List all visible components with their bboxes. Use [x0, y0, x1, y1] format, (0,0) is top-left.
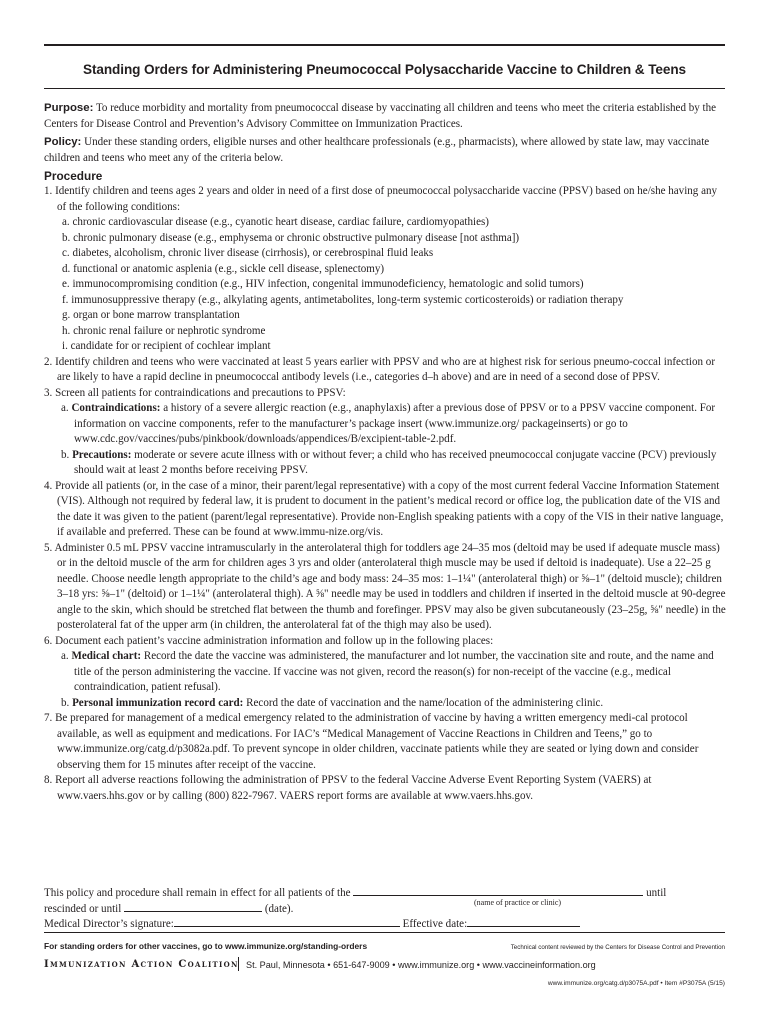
- step-6: [44, 634, 726, 650]
- effective-date-field[interactable]: [467, 915, 580, 927]
- step-2: [44, 355, 726, 386]
- effective-date-label: Effective date:: [402, 918, 468, 930]
- step-3: [44, 386, 726, 402]
- until-label: until: [646, 887, 667, 899]
- item-number: www.immunize.org/catg.d/p3075A.pdf • Item #P3075A (5/15): [547, 980, 725, 987]
- rescind-date-field[interactable]: [124, 900, 262, 912]
- step-number: 5.: [44, 541, 53, 554]
- condition-item: [44, 308, 726, 324]
- medical-chart-label: Medical chart:: [71, 650, 142, 662]
- policy-line: [44, 884, 734, 899]
- conditions-list: [44, 215, 726, 355]
- step-text: Report all adverse reactions following the administration of PPSV to the federal Vaccine Adverse Event Reporting System (VAERS) at www.vaers.hhs.gov or by calling (800) 822-7967. VAERS report forms are available at www.vaers.hhs.gov.: [55, 774, 652, 802]
- standing-orders-link[interactable]: For standing orders for other vaccines, go to www.immunize.org/standing-orders: [44, 941, 368, 951]
- condition-text: immunosuppressive therapy (e.g., alkylating agents, antimetabolites, long-term systemic corticosteroids) or radiation therapy: [71, 293, 624, 306]
- director-signature-field[interactable]: [174, 915, 400, 927]
- item-letter: f.: [62, 293, 69, 306]
- record-card-text: Record the date of vaccination and the name/location of the administering clinic.: [246, 696, 604, 709]
- step-number: 4.: [44, 479, 53, 492]
- precautions-item: [44, 448, 726, 479]
- contraindications-text: a history of a severe allergic reaction (e.g., anaphylaxis) after a previous dose of PPSV or to a PPSV vaccine component. For information on vaccine components, refer to the manufacturer’s package insert (www.immunize.org/ packageinserts) or go to www.cdc.gov/vaccines/pubs/pinkbook/downloads/appendices/B/excipient-table-2.pdf.: [74, 402, 716, 445]
- step-number: 8.: [44, 774, 53, 786]
- step-8: [44, 773, 726, 804]
- policy-label: Policy:: [44, 136, 82, 148]
- condition-item: [44, 277, 726, 293]
- medical-chart-item: [44, 649, 726, 696]
- purpose-label: Purpose:: [44, 102, 94, 114]
- item-letter: b.: [61, 448, 70, 461]
- step-text: Identify children and teens who were vaccinated at least 5 years earlier with PPSV and who are at highest risk for serious pneumo-coccal infection or are likely to have a rapid decline in pneumococcal antibody levels (i.e., categories d–h above) and are in need of a second dose of PPSV.: [55, 355, 715, 383]
- step-number: 2.: [44, 355, 53, 368]
- rescind-line: [44, 900, 734, 915]
- step-number: 3.: [44, 386, 53, 399]
- record-card-label: Personal immunization record card:: [72, 696, 244, 709]
- step-text: Document each patient’s vaccine administration information and follow up in the following places:: [55, 634, 494, 647]
- item-letter: a.: [62, 216, 70, 228]
- director-signature-label: Medical Director’s signature:: [44, 918, 174, 930]
- org-logo-text: Immunization Action Coalition: [44, 959, 239, 970]
- step-text: Provide all patients (or, in the case of a minor, their parent/legal representative) with a copy of the most current federal Vaccine Information Statement (VIS). Although not required by federal law, it is prudent to document in the patient’s medical record or office log, the publication date of the VIS and the date it was given to the patient (parent/legal representative). Provide non-English speaking patients with a copy of the VIS in their native language, if available and preferred. These can be found at www.immu-nize.org/vis.: [55, 479, 724, 538]
- step-5: [44, 541, 726, 634]
- policy-paragraph: [44, 135, 726, 166]
- item-letter: i.: [62, 340, 68, 352]
- condition-text: chronic cardiovascular disease (e.g., cyanotic heart disease, cardiac failure, cardiomyopathies): [72, 216, 489, 228]
- item-letter: c.: [62, 247, 70, 259]
- step-number: 6.: [44, 634, 53, 647]
- cdc-review-note: Technical content reviewed by the Centers for Disease Control and Prevention: [510, 944, 725, 951]
- signature-line: [44, 915, 734, 930]
- item-letter: g.: [62, 309, 71, 321]
- step-1: [44, 184, 726, 215]
- step-text: Administer 0.5 mL PPSV vaccine intramuscularly in the anterolateral thigh for toddlers age 24–35 mos (deltoid may be used if adequate muscle mass) or in the deltoid muscle of the arm for children ages 3 yrs and older (anterolateral thigh muscle may be used if deltoid is inadequate). Use a 22–25 g needle. Choose needle length appropriate to the child’s age and body mass: 24–35 mos: 1–1¼" (anterolateral thigh) or ⅝–1" (deltoid muscle); children 3–18 yrs: ⅝–1" (deltoid) or 1–1¼" (anterolateral thigh). A ⅝" needle may be used in toddlers and children if inserted in the deltoid muscle at 90-degree angle to the skin, which should be stretched flat between the thumb and forefinger. PPSV may also be given subcutaneously (23–25g, ⅝" needle) in the posterolateral fat of the upper arm (in children, the anterolateral fat of the thigh may also be used).: [54, 541, 726, 631]
- precautions-text: moderate or severe acute illness with or without fever; a child who has received pneumococcal conjugate vaccine (PCV) previously should wait at least 2 months before receiving PPSV.: [74, 448, 717, 476]
- record-card-item: [44, 696, 726, 712]
- step-4: [44, 479, 726, 541]
- top-rule: [44, 44, 725, 46]
- condition-text: diabetes, alcoholism, chronic liver disease (cirrhosis), or cerebrospinal fluid leaks: [72, 247, 434, 259]
- page-title: Standing Orders for Administering Pneumococcal Polysaccharide Vaccine to Children & Teens: [83, 62, 686, 77]
- date-label: (date).: [264, 903, 294, 915]
- step-number: 1.: [44, 185, 53, 197]
- condition-text: immunocompromising condition (e.g., HIV infection, congenital immunodeficiency, hematologic and solid tumors): [72, 278, 584, 290]
- document-body: [44, 101, 726, 804]
- condition-item: [44, 262, 726, 278]
- org-contact: St. Paul, Minnesota • 651-647-9009 • www.immunize.org • www.vaccineinformation.org: [246, 960, 596, 970]
- contraindications-label: Contraindications:: [71, 402, 161, 414]
- purpose-text: To reduce morbidity and mortality from pneumococcal disease by vaccinating all children and teens who meet the criteria established by the Centers for Disease Control and Prevention’s Advisory Committee on Immunization Practices.: [44, 102, 717, 130]
- title-rule: [44, 88, 725, 89]
- medical-chart-text: Record the date the vaccine was administered, the manufacturer and lot number, the vaccination site and route, and the name and title of the person administering the vaccine. If vaccine was not given, record the reason(s) for non-receipt of the vaccine (e.g., medical contraindication, patient refusal).: [74, 650, 714, 693]
- practice-name-field[interactable]: [353, 884, 643, 896]
- item-letter: b.: [61, 696, 70, 709]
- item-letter: d.: [62, 262, 71, 275]
- condition-item: [44, 293, 726, 309]
- policy-text: Under these standing orders, eligible nurses and other healthcare professionals (e.g., pharmacists), where allowed by state law, may vaccinate children and teens who meet any of the criteria below.: [44, 136, 710, 164]
- item-letter: h.: [62, 324, 71, 337]
- procedure-heading: Procedure: [44, 169, 103, 183]
- condition-item: [44, 324, 726, 340]
- condition-item: [44, 215, 726, 231]
- purpose-paragraph: [44, 101, 726, 132]
- org-divider: [238, 957, 240, 971]
- condition-item: [44, 231, 726, 247]
- condition-item: [44, 339, 726, 355]
- practice-caption: (name of practice or clinic): [474, 898, 562, 907]
- condition-text: chronic pulmonary disease (e.g., emphysema or chronic obstructive pulmonary disease [not asthma]): [73, 231, 520, 244]
- item-letter: a.: [61, 650, 69, 662]
- condition-text: functional or anatomic asplenia (e.g., sickle cell disease, splenectomy): [73, 262, 385, 275]
- contraindications-item: [44, 401, 726, 448]
- policy-statement: This policy and procedure shall remain in effect for all patients of the: [44, 887, 351, 899]
- condition-item: [44, 246, 726, 262]
- step-text: Be prepared for management of a medical emergency related to the administration of vaccine by having a written emergency medi-cal protocol available, as well as equipment and medications. For IAC’s “Medical Management of Vaccine Reactions in Children and Teens,” go to www.immunize.org/catg.d/p3082a.pdf. To prevent syncope in older children, vaccinate patients while they are seated or lying down and consider observing them for 15 minutes after receipt of the vaccine.: [55, 712, 699, 771]
- step-text: Screen all patients for contraindications and precautions to PPSV:: [55, 386, 346, 399]
- condition-text: organ or bone marrow transplantation: [73, 309, 240, 321]
- step-7: [44, 711, 726, 773]
- precautions-label: Precautions:: [72, 448, 132, 461]
- condition-text: candidate for or recipient of cochlear implant: [70, 340, 271, 352]
- step-number: 7.: [44, 712, 53, 724]
- item-letter: e.: [62, 278, 70, 290]
- item-letter: a.: [61, 402, 69, 414]
- rescinded-label: rescinded or until: [44, 903, 122, 915]
- condition-text: chronic renal failure or nephrotic syndrome: [73, 324, 266, 337]
- step-text: Identify children and teens ages 2 years and older in need of a first dose of pneumococcal polysaccharide vaccine (PPSV) based on he/she having any of the following conditions:: [55, 185, 718, 213]
- footer-rule: [44, 932, 725, 933]
- item-letter: b.: [62, 231, 71, 244]
